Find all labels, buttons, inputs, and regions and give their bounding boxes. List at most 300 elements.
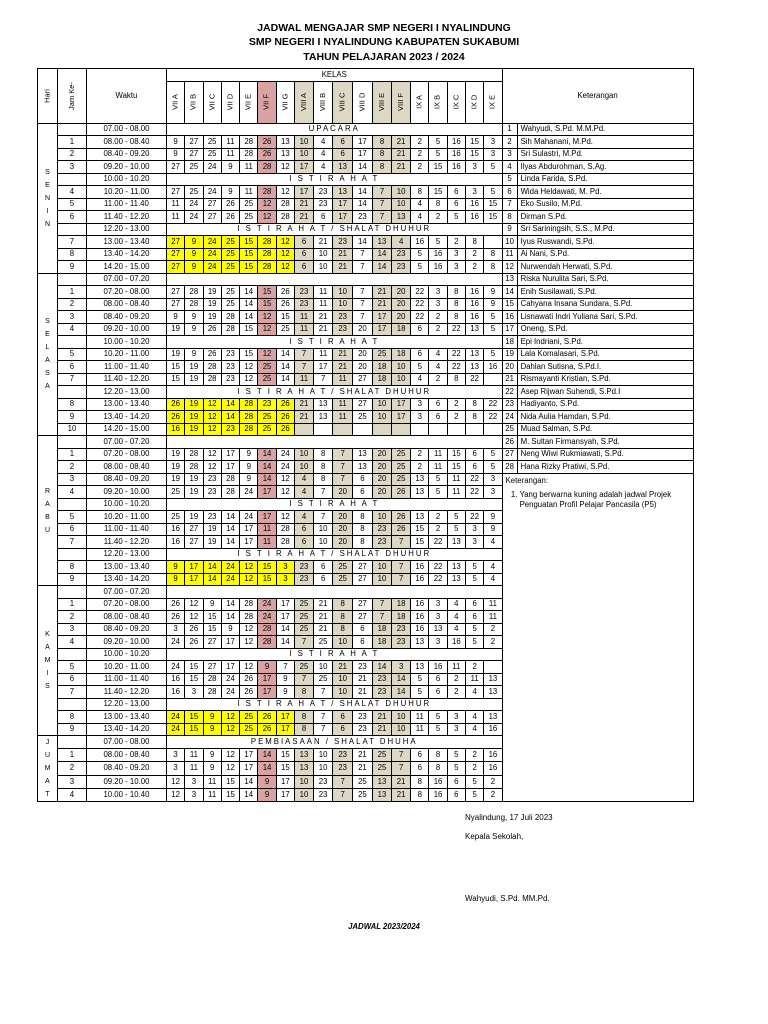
break-cell: I S T I R A H A T / SHALAT DHUHUR	[166, 223, 502, 236]
teacher-no: 27	[502, 448, 517, 461]
class-cell: 14	[353, 161, 373, 174]
class-cell: 2	[465, 661, 483, 674]
jam-cell: 1	[58, 136, 87, 149]
class-cell: 8	[447, 373, 465, 386]
class-cell: 25	[203, 148, 221, 161]
schedule-table	[37, 68, 694, 802]
class-cell: 23	[313, 788, 332, 801]
class-cell: 3	[276, 573, 294, 586]
class-cell: 15	[240, 261, 258, 274]
class-cell: 15	[240, 236, 258, 249]
class-cell: 7	[313, 711, 332, 724]
teacher-name: Ilyas Abdurohman, S.Ag.	[517, 161, 693, 174]
class-cell: 27	[166, 248, 184, 261]
table-row	[38, 286, 694, 299]
time-cell: 13.00 - 13.40	[86, 398, 166, 411]
class-cell: 11	[429, 461, 447, 474]
jam-cell: 5	[58, 661, 87, 674]
class-cell: 27	[166, 286, 184, 299]
class-cell: 14	[372, 261, 391, 274]
teacher-name: Oneng, S.Pd.	[517, 323, 693, 336]
jam-cell: 5	[58, 198, 87, 211]
teacher-no: 19	[502, 348, 517, 361]
class-cell: 9	[221, 186, 239, 199]
class-cell: 20	[353, 323, 373, 336]
jam-cell	[58, 436, 87, 449]
class-cell: 24	[203, 161, 221, 174]
table-row	[38, 273, 694, 286]
class-cell: 3	[465, 186, 483, 199]
teacher-name: Riska Nurulita Sari, S.Pd.	[517, 273, 693, 286]
class-cell: 25	[221, 286, 239, 299]
class-cell: 26	[276, 411, 294, 424]
class-cell: 23	[372, 686, 391, 699]
jam-cell	[58, 386, 87, 399]
class-cell: 21	[392, 775, 411, 788]
time-cell: 07.00 - 07.20	[86, 436, 166, 449]
break-cell: UPACARA	[166, 123, 502, 136]
time-cell: 11.00 - 11.40	[86, 523, 166, 536]
class-cell: 25	[392, 473, 411, 486]
table-row	[38, 386, 694, 399]
class-cell: 14	[221, 411, 239, 424]
class-cell: 25	[372, 762, 391, 775]
class-cell: 19	[185, 511, 203, 524]
class-cell: 28	[221, 323, 239, 336]
class-header-label: VIII A	[298, 93, 308, 111]
class-cell: 12	[240, 373, 258, 386]
class-cell: 25	[240, 723, 258, 736]
class-cell: 24	[221, 573, 239, 586]
class-cell: 23	[372, 536, 391, 549]
class-cell: 20	[372, 486, 391, 499]
class-cell: 23	[353, 723, 373, 736]
time-cell: 10.00 - 10.20	[86, 648, 166, 661]
class-cell: 10	[392, 186, 411, 199]
class-cell: 12	[166, 788, 184, 801]
class-cell: 23	[353, 661, 373, 674]
class-cell: 10	[392, 711, 411, 724]
class-cell	[447, 423, 465, 436]
table-row	[38, 323, 694, 336]
class-cell: 6	[447, 186, 465, 199]
class-cell: 12	[258, 323, 276, 336]
class-cell: 27	[353, 573, 373, 586]
class-cell: 2	[429, 511, 447, 524]
jam-cell	[58, 336, 87, 349]
teacher-no: 16	[502, 311, 517, 324]
class-cell: 14	[276, 623, 294, 636]
class-cell: 5	[484, 186, 502, 199]
class-cell: 14	[353, 198, 373, 211]
time-cell: 11.40 - 12.20	[86, 373, 166, 386]
class-cell: 6	[447, 775, 465, 788]
class-cell: 14	[276, 361, 294, 374]
time-cell: 09.20 - 10.00	[86, 486, 166, 499]
class-cell: 16	[166, 523, 184, 536]
table-row	[38, 236, 694, 249]
class-cell: 12	[276, 486, 294, 499]
time-cell: 11.40 - 12.20	[86, 211, 166, 224]
class-cell: 15	[258, 298, 276, 311]
day-jumat: J U M A T	[38, 736, 58, 802]
class-cell: 2	[484, 636, 502, 649]
jam-cell: 7	[58, 686, 87, 699]
class-cell: 8	[447, 286, 465, 299]
class-cell: 14	[392, 686, 411, 699]
class-cell: 28	[240, 423, 258, 436]
day-senin: S E N I N	[38, 123, 58, 273]
class-cell: 3	[166, 749, 184, 762]
class-cell: 24	[221, 673, 239, 686]
class-cell: 22	[411, 286, 429, 299]
class-cell: 13	[276, 148, 294, 161]
teacher-no: 10	[502, 236, 517, 249]
class-cell: 23	[313, 775, 332, 788]
class-cell: 2	[429, 211, 447, 224]
class-cell: 10	[392, 361, 411, 374]
time-cell: 13.00 - 13.40	[86, 236, 166, 249]
class-cell: 13	[411, 636, 429, 649]
teacher-no: 23	[502, 398, 517, 411]
time-cell: 08.40 - 09.20	[86, 311, 166, 324]
time-cell: 09.20 - 10.00	[86, 775, 166, 788]
class-cell: 8	[295, 686, 314, 699]
class-cell: 20	[372, 461, 391, 474]
class-cell: 12	[276, 161, 294, 174]
class-cell: 28	[221, 473, 239, 486]
class-cell: 19	[166, 461, 184, 474]
class-cell: 12	[258, 348, 276, 361]
class-cell: 8	[295, 723, 314, 736]
class-cell: 13	[295, 749, 314, 762]
class-cell: 17	[372, 323, 391, 336]
class-cell: 23	[221, 348, 239, 361]
class-cell: 2	[429, 323, 447, 336]
class-cell: 15	[185, 723, 203, 736]
class-cell: 25	[295, 661, 314, 674]
class-cell: 13	[484, 673, 502, 686]
class-cell: 17	[240, 762, 258, 775]
notes-title: Keterangan:	[505, 475, 549, 485]
teacher-no: 12	[502, 261, 517, 274]
class-cell: 21	[295, 411, 314, 424]
class-cell: 7	[353, 298, 373, 311]
class-cell: 26	[166, 398, 184, 411]
jam-cell: 1	[58, 598, 87, 611]
class-cell: 6	[411, 348, 429, 361]
class-cell: 23	[333, 236, 353, 249]
teacher-name: Epi Indriani, S.Pd.	[517, 336, 693, 349]
class-cell	[465, 423, 483, 436]
class-cell: 26	[276, 286, 294, 299]
class-cell: 20	[392, 286, 411, 299]
class-cell: 10	[313, 661, 332, 674]
class-cell: 9	[276, 686, 294, 699]
class-cell	[353, 423, 373, 436]
class-cell: 7	[313, 486, 332, 499]
class-cell: 13	[372, 788, 391, 801]
class-cell: 21	[392, 788, 411, 801]
class-cell: 25	[240, 711, 258, 724]
class-cell: 10	[392, 723, 411, 736]
class-cell: 12	[276, 473, 294, 486]
class-cell: 25	[372, 348, 391, 361]
class-cell: 24	[185, 211, 203, 224]
class-cell: 17	[258, 511, 276, 524]
teacher-name: Wahyudi, S.Pd. M.M.Pd.	[517, 123, 693, 136]
teacher-name: Nida Aulia Hamdan, S.Pd.	[517, 411, 693, 424]
class-cell: 26	[258, 136, 276, 149]
class-cell: 2	[447, 673, 465, 686]
class-cell: 8	[372, 136, 391, 149]
class-cell: 2	[447, 686, 465, 699]
class-cell: 8	[313, 461, 332, 474]
class-header-label: VIII D	[357, 92, 367, 112]
jam-cell: 7	[58, 236, 87, 249]
class-cell: 7	[276, 661, 294, 674]
table-row	[38, 211, 694, 224]
class-cell: 15	[484, 198, 502, 211]
class-cell: 4	[484, 573, 502, 586]
class-cell: 6	[353, 623, 373, 636]
class-cell: 23	[203, 473, 221, 486]
class-cell: 22	[429, 573, 447, 586]
class-cell: 25	[240, 211, 258, 224]
class-cell: 7	[313, 686, 332, 699]
class-cell	[313, 423, 332, 436]
class-header-label: VII F	[262, 94, 272, 110]
class-cell: 12	[240, 561, 258, 574]
class-cell: 26	[166, 411, 184, 424]
class-cell: 9	[166, 148, 184, 161]
class-cell: 21	[353, 749, 373, 762]
class-cell: 22	[465, 473, 483, 486]
teacher-no: 28	[502, 461, 517, 474]
class-cell: 21	[333, 348, 353, 361]
teacher-name: Sri Sariningsih, S.S., M.Pd.	[517, 223, 693, 236]
class-cell: 15	[240, 348, 258, 361]
class-cell: 18	[392, 323, 411, 336]
class-cell: 19	[185, 473, 203, 486]
class-cell: 14	[240, 286, 258, 299]
teacher-name: Ai Nani, S.Pd.	[517, 248, 693, 261]
class-cell: 20	[333, 486, 353, 499]
class-cell: 4	[313, 148, 332, 161]
class-cell: 14	[372, 248, 391, 261]
teacher-name: Dahlan Sutisna, S.Pd.I.	[517, 361, 693, 374]
table-row	[38, 436, 694, 449]
class-cell: 22	[484, 411, 502, 424]
class-cell: 25	[333, 561, 353, 574]
class-cell: 24	[240, 486, 258, 499]
time-cell: 08.00 - 08.40	[86, 136, 166, 149]
class-cell: 6	[447, 788, 465, 801]
class-cell: 12	[276, 248, 294, 261]
class-cell: 14	[276, 636, 294, 649]
class-cell: 24	[258, 598, 276, 611]
class-cell: 28	[276, 523, 294, 536]
jam-cell: 9	[58, 723, 87, 736]
jam-cell: 10	[58, 423, 87, 436]
class-cell: 25	[353, 775, 373, 788]
signature-role: Kepala Sekolah,	[465, 832, 524, 841]
class-cell: 28	[203, 673, 221, 686]
class-cell: 27	[203, 211, 221, 224]
jam-cell: 9	[58, 261, 87, 274]
class-cell: 2	[411, 448, 429, 461]
class-cell: 28	[258, 186, 276, 199]
jam-cell: 7	[58, 373, 87, 386]
class-cell: 10	[313, 523, 332, 536]
class-cell: 13	[353, 461, 373, 474]
class-cell: 10	[295, 788, 314, 801]
class-cell: 2	[447, 411, 465, 424]
class-cell: 16	[429, 248, 447, 261]
class-cell: 27	[203, 636, 221, 649]
class-cell: 23	[295, 286, 314, 299]
class-cell: 15	[276, 762, 294, 775]
class-cell: 7	[392, 749, 411, 762]
class-cell: 19	[166, 348, 184, 361]
class-cell: 6	[429, 411, 447, 424]
class-cell: 28	[240, 598, 258, 611]
class-cell: 4	[429, 361, 447, 374]
class-cell: 19	[203, 536, 221, 549]
class-cell: 3	[465, 523, 483, 536]
time-cell: 13.40 - 14.20	[86, 411, 166, 424]
class-cell: 12	[221, 749, 239, 762]
class-cell: 26	[240, 686, 258, 699]
class-cell: 12	[276, 511, 294, 524]
class-cell: 11	[447, 661, 465, 674]
class-cell: 20	[333, 523, 353, 536]
class-cell: 21	[392, 136, 411, 149]
jam-cell: 5	[58, 511, 87, 524]
class-cell: 16	[465, 211, 483, 224]
class-cell: 21	[372, 711, 391, 724]
class-cell: 15	[465, 136, 483, 149]
class-cell: 8	[411, 788, 429, 801]
jam-cell: 4	[58, 486, 87, 499]
class-cell: 7	[372, 186, 391, 199]
class-cell: 3	[276, 561, 294, 574]
class-cell: 10	[372, 411, 391, 424]
class-cell: 2	[429, 373, 447, 386]
jam-cell: 6	[58, 523, 87, 536]
class-cell: 17	[221, 636, 239, 649]
class-cell: 7	[353, 311, 373, 324]
class-cell: 8	[353, 511, 373, 524]
class-cell: 12	[203, 461, 221, 474]
class-cell: 25	[221, 248, 239, 261]
class-cell: 3	[392, 661, 411, 674]
class-cell: 18	[372, 623, 391, 636]
class-cell: 8	[411, 186, 429, 199]
class-cell: 11	[185, 749, 203, 762]
jam-cell: 8	[58, 561, 87, 574]
title-line-2: SMP NEGERI I NYALINDUNG KABUPATEN SUKABUMI	[248, 36, 520, 48]
jam-cell: 1	[58, 286, 87, 299]
teacher-name: Nurwendah Herwati, S.Pd.	[517, 261, 693, 274]
class-cell: 22	[484, 398, 502, 411]
class-cell: 9	[166, 561, 184, 574]
class-cell: 21	[333, 248, 353, 261]
class-cell: 15	[166, 361, 184, 374]
class-cell: 26	[166, 611, 184, 624]
class-cell: 11	[411, 723, 429, 736]
class-cell: 2	[484, 623, 502, 636]
teacher-name: Hadiyanto, S.Pd.	[517, 398, 693, 411]
jam-cell: 4	[58, 788, 87, 801]
class-cell: 23	[295, 298, 314, 311]
class-cell: 8	[295, 711, 314, 724]
jam-cell: 6	[58, 211, 87, 224]
class-cell: 25	[166, 486, 184, 499]
class-cell	[484, 661, 502, 674]
teacher-no: 15	[502, 298, 517, 311]
class-cell: 14	[240, 298, 258, 311]
teacher-no: 1	[502, 123, 517, 136]
class-header	[313, 81, 332, 123]
class-cell: 23	[313, 198, 332, 211]
class-cell: 13	[392, 211, 411, 224]
class-cell: 7	[372, 198, 391, 211]
teacher-no: 26	[502, 436, 517, 449]
class-cell: 7	[295, 673, 314, 686]
class-cell: 10	[333, 286, 353, 299]
class-cell: 6	[295, 261, 314, 274]
class-cell: 9	[484, 523, 502, 536]
class-cell: 16	[447, 136, 465, 149]
class-cell: 4	[484, 536, 502, 549]
class-cell: 7	[353, 286, 373, 299]
class-cell: 15	[166, 373, 184, 386]
class-cell: 4	[447, 598, 465, 611]
class-cell	[429, 423, 447, 436]
class-cell: 10	[295, 775, 314, 788]
class-cell: 9	[276, 673, 294, 686]
table-row	[38, 373, 694, 386]
class-cell: 26	[392, 523, 411, 536]
class-cell: 23	[333, 749, 353, 762]
class-cell: 6	[429, 686, 447, 699]
class-cell: 25	[185, 161, 203, 174]
class-cell: 13	[333, 161, 353, 174]
time-cell: 13.40 - 14.20	[86, 723, 166, 736]
time-cell: 07.00 - 08.00	[86, 736, 166, 749]
class-cell: 8	[465, 398, 483, 411]
class-cell: 17	[185, 561, 203, 574]
jam-cell: 7	[58, 536, 87, 549]
class-cell: 10	[372, 561, 391, 574]
class-cell: 15	[258, 573, 276, 586]
class-cell: 24	[166, 723, 184, 736]
class-cell: 2	[484, 788, 502, 801]
class-header-label: VIII F	[396, 93, 406, 111]
class-cell: 4	[295, 511, 314, 524]
class-cell: 17	[240, 536, 258, 549]
time-cell: 07.20 - 08.00	[86, 448, 166, 461]
class-cell: 21	[372, 298, 391, 311]
class-cell: 16	[465, 198, 483, 211]
class-cell: 17	[276, 611, 294, 624]
class-cell: 27	[166, 298, 184, 311]
class-cell: 24	[221, 561, 239, 574]
class-cell: 15	[465, 148, 483, 161]
class-cell: 23	[333, 311, 353, 324]
class-cell: 16	[465, 286, 483, 299]
